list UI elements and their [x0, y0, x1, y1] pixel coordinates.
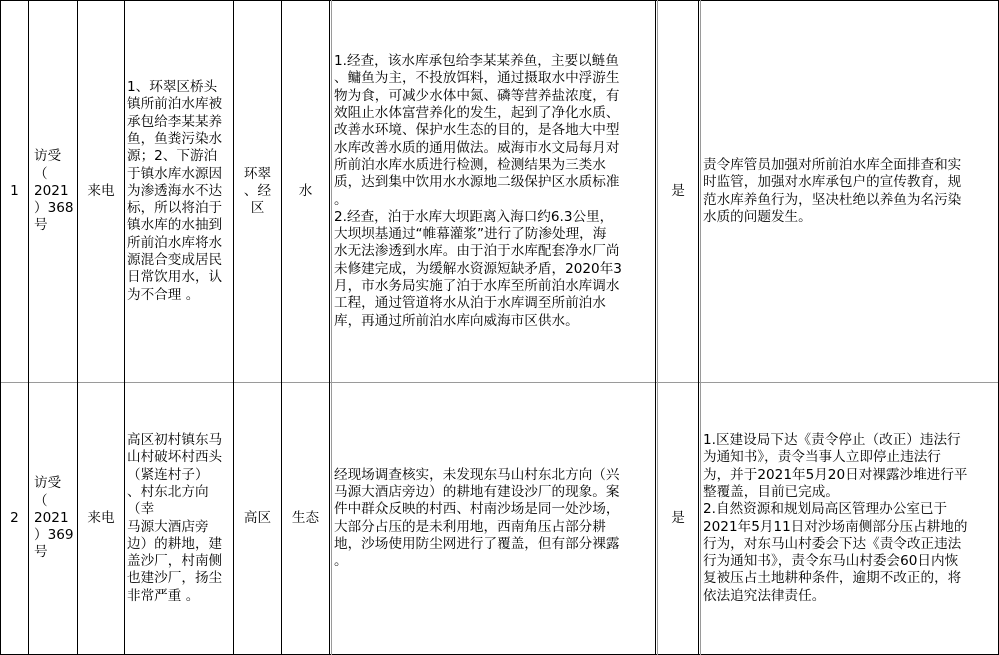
table-row-2-source [78, 383, 124, 654]
complaint-source: 来电 [87, 182, 115, 199]
handling-result: 1.区建设局下达《责令停止（改正）违法行 为通知书》，责令当事人立即停止违法行 为，并于2021年5月20日对裸露沙堆进行平 整覆盖，目前已完成。 2.自然资源和规划局高区管理办公室已于 2021年5月11日对沙场南侧部分压占耕地的 行为，对东马山村委会下达《责令改正违法 行为通知书》，责令东马山村委会60日内恢 复被压占土地耕种条件，逾期不改正的，将 依法追究法律责任。 [703, 432, 968, 604]
complaint-source: 来电 [87, 509, 115, 526]
administrative-area: 环翠 、经 区 [243, 165, 272, 217]
pollution-category: 生态 [291, 509, 320, 526]
table-row-1-findings [334, 1, 655, 382]
table-row-1-category [282, 1, 329, 382]
row-index: 2 [10, 509, 19, 526]
verified-flag: 是 [671, 182, 685, 199]
complaint-content: 1、环翠区桥头 镇所前泊水库被 承包给李某某养 鱼，鱼粪污染水 源；2、下游泊 于镇水库水源因 为渗透海水不达 标，所以将泊于 镇水库的水抽到 所前泊水库将水 源混合变成居民 日常饮用水，认 为不合理 。 [127, 79, 223, 303]
table-row-2-findings [334, 383, 655, 654]
table-row-2-index [1, 383, 28, 654]
col-border [28, 0, 29, 655]
table-row-2-area [234, 383, 281, 654]
col-border [700, 0, 701, 655]
table-row-1-case-no [31, 1, 77, 382]
table-row-2-verified [658, 383, 698, 654]
table-row-2-complaint [127, 383, 233, 654]
investigation-findings: 经现场调查核实，未发现东马山村东北方向（兴 马源大酒店旁边）的耕地有建设沙厂的现象。案 件中群众反映的村西、村南沙场是同一处沙场， 大部分占压的是未利用地，西南角压占部分耕 地，沙场使用防尘网进行了覆盖，但有部分裸露 。 [334, 466, 620, 570]
table-row-1-handling [703, 1, 998, 382]
row-index: 1 [10, 182, 19, 199]
investigation-findings: 1.经查，该水库承包给李某某养鱼，主要以鲢鱼 、鳙鱼为主，不投放饵料，通过摄取水中浮游生 物为食，可减少水体中氮、磷等营养盐浓度，有 效阻止水体富营养化的发生，起到了净化水质、 改善水环境、保护水生态的目的，是各地大中型 水库改善水质的通用做法。威海市水文局每月对 所前泊水库水质进行检测，检测结果为三类水 质，达到集中饮用水水源地二级保护区水质标准 。 2.经查，泊于水库大坝距离入海口约6.3公里， 大坝坝基通过“帷幕灌浆”进行了防渗处理，海 水无法渗透到水库。由于泊于水库配套净水厂尚 未修建完成，为缓解水资源短缺矛盾，2020年3 月，市水务局实施了泊于水库至所前泊水库调水 工程，通过管道将水从泊于水库调至所前泊水 库，再通过所前泊水库向威海市区供水。 [334, 53, 622, 329]
complaint-content: 高区初村镇东马 山村破坏村西头 （紧连村子） 、村东北方向（幸 马源大酒店旁 边）的耕地，建 盖沙厂，村南侧 也建沙厂，扬尘 非常严重 。 [127, 432, 223, 604]
table-row-1-complaint [127, 1, 233, 382]
col-border [329, 0, 330, 655]
table-row-2-category [282, 383, 329, 654]
col-border [331, 0, 332, 655]
verified-flag: 是 [671, 509, 685, 526]
table-row-1-index [1, 1, 28, 382]
col-border [655, 0, 656, 655]
handling-result: 责令库管员加强对所前泊水库全面排查和实 时监管，加强对水库承包户的宣传教育，规 范水库养鱼行为，坚决杜绝以养鱼为名污染 水质的问题发生。 [703, 156, 962, 225]
table-row-1-verified [658, 1, 698, 382]
pollution-category: 水 [298, 182, 313, 199]
table-row-1-source [78, 1, 124, 382]
col-border [698, 0, 699, 655]
table-row-1-area [234, 1, 281, 382]
table-row-2-handling [703, 383, 998, 654]
table-row-2-case-no [31, 383, 77, 654]
case-number: 访受 （ 2021 ）368 号 [34, 148, 74, 234]
case-number: 访受 （ 2021 ）369 号 [34, 475, 74, 561]
administrative-area: 高区 [243, 509, 272, 526]
col-border [124, 0, 125, 655]
